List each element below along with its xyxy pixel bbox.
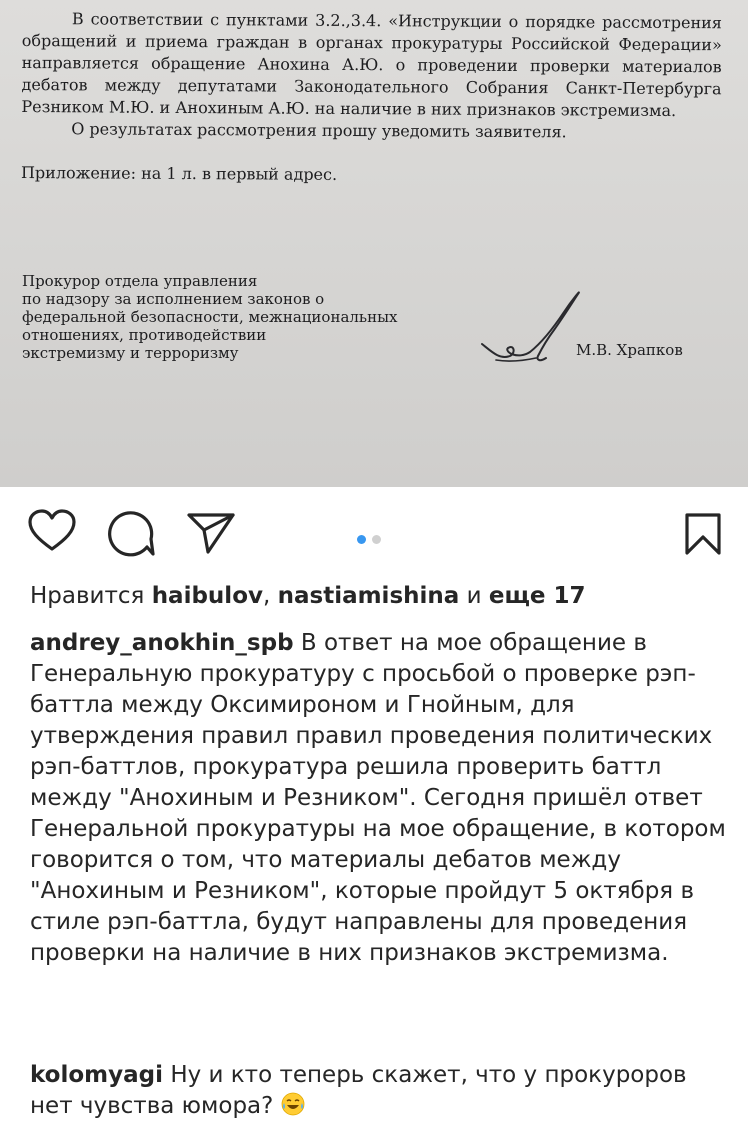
document-line: В соответствии с пунктами 3.2.,3.4. «Инструкции о порядке — [71, 9, 596, 32]
document-line: А.Ю. на наличие в них признаков экстремизма. — [268, 98, 677, 120]
liker-username[interactable]: haibulov — [151, 583, 263, 609]
caption-username[interactable]: andrey_anokhin_spb — [30, 630, 294, 656]
document-line: проведении проверки материалов дебатов между депутатами — [21, 55, 722, 96]
likes-summary[interactable] — [30, 583, 586, 609]
carousel-dot-active — [357, 535, 366, 544]
signer-title — [22, 272, 442, 362]
comment-item — [30, 1060, 730, 1122]
likes-more-count[interactable]: еще 17 — [488, 583, 586, 609]
likes-separator: , — [262, 583, 271, 609]
liker-username[interactable]: nastiamishina — [277, 583, 460, 609]
signer-title-line: отношениях, противодействии — [22, 326, 267, 344]
document-paragraph-2: О результатах рассмотрения прошу уведомить заявителя. — [71, 119, 567, 142]
likes-prefix: Нравится — [30, 583, 145, 609]
bookmark-outline-icon[interactable] — [683, 512, 723, 560]
post-photo[interactable] — [0, 0, 748, 487]
handwritten-signature — [478, 282, 588, 372]
face-with-tears-of-joy-icon — [281, 1092, 305, 1116]
caption-text: В ответ на мое обращение в Генеральную прокуратуру с просьбой о проверке рэп-баттла между Оксимироном и Гнойным, для утверждения правил правил проведения политических рэп-баттлов, прокуратура решила проверить баттл между "Анохиным и Резником". Сегодня пришёл ответ Генеральной прокуратуры на мое обращение, в котором говорится о том, что материалы дебатов между "Анохиным и Резником", которые пройдут 5 октября в стиле рэп-баттла, будут направлены для проведения проверки на наличие в них признаков экстремизма. — [30, 630, 726, 966]
document-line: рассмотрения обращений и приема граждан в органах прокуратуры — [21, 12, 722, 53]
signer-title-line: федеральной безопасности, межнациональных — [22, 308, 398, 326]
carousel-dot — [372, 535, 381, 544]
post-caption — [30, 628, 730, 969]
heart-outline-icon[interactable] — [28, 509, 76, 557]
signer-title-line: Прокурор отдела управления — [22, 272, 258, 290]
signer-name: М.В. Храпков — [576, 341, 683, 359]
comment-text: Ну и кто теперь скажет, что у прокуроров нет чувства юмора? — [30, 1062, 687, 1119]
document-body — [21, 8, 722, 188]
post-action-bar — [0, 487, 748, 579]
document-line: Законодательного Собрания Санкт-Петербурга Резником М.Ю. и Анохиным — [21, 76, 722, 118]
speech-bubble-icon[interactable] — [106, 509, 156, 561]
document-line: Российской Федерации» направляется обращение Анохина А.Ю. о — [21, 33, 722, 75]
likes-conjunction: и — [466, 583, 482, 609]
document-attachment-note: Приложение: на 1 л. в первый адрес. — [20, 162, 338, 184]
signer-title-line: экстремизму и терроризму — [22, 344, 239, 362]
signer-title-line: по надзору за исполнением законов о — [22, 290, 325, 308]
paper-plane-icon[interactable] — [186, 511, 236, 559]
carousel-indicator — [357, 529, 387, 548]
document-paragraph-1 — [21, 8, 722, 122]
comment-username[interactable]: kolomyagi — [30, 1062, 163, 1088]
